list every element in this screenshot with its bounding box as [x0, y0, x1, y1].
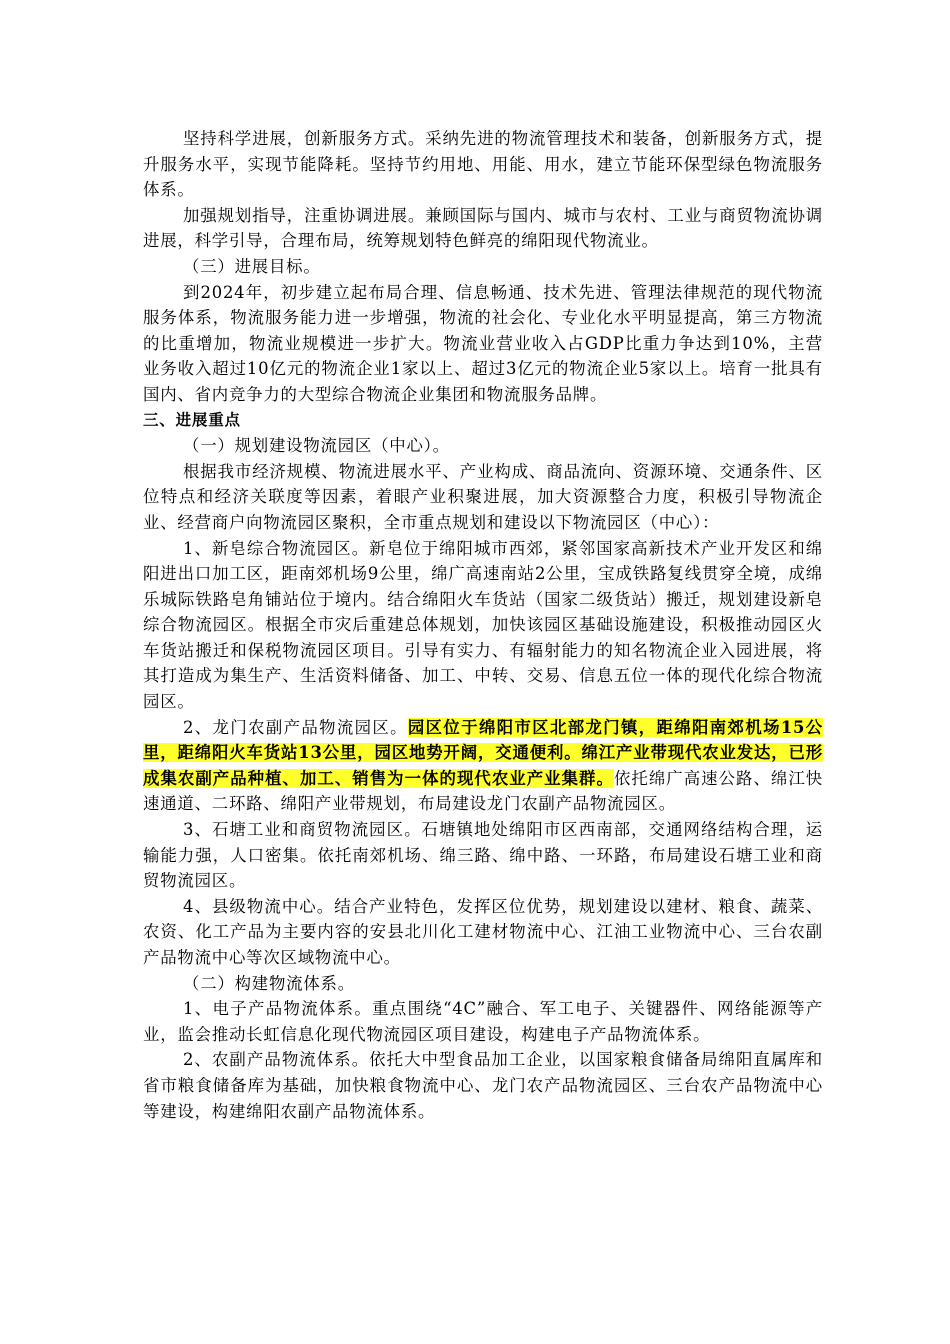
subsection-parks-heading: （一）规划建设物流园区（中心）。	[183, 436, 450, 456]
paragraph-science: 坚持科学进展，创新服务方式。采纳先进的物流管理技术和装备，创新服务方式，提升服务水平，实现节能降耗。坚持节约用地、用能、用水，建立节能环保型绿色物流服务体系。	[143, 129, 823, 200]
paragraph-electronics: 1、电子产品物流体系。重点围绕“4C”融合、军工电子、关键器件、网络能源等产业，监会推动长虹信息化现代物流园区项目建设，构建电子产品物流体系。	[143, 999, 823, 1044]
longmen-title: 2、龙门农副产品物流园区。	[183, 717, 408, 737]
paragraph-longmen	[143, 715, 823, 817]
subsection-system-heading: （二）构建物流体系。	[183, 973, 355, 993]
paragraph-parks-intro: 根据我市经济规模、物流进展水平、产业构成、商品流向、资源环境、交通条件、区位特点和经济关联度等因素，着眼产业积聚进展，加大资源整合力度，积极引导物流企业、经营商户向物流园区聚积，全市重点规划和建设以下物流园区（中心）：	[143, 461, 823, 532]
paragraph-goal: 到2024年，初步建立起布局合理、信息畅通、技术先进、管理法律规范的现代物流服务体系，物流服务能力进一步增强，物流的社会化、专业化水平明显提高，第三方物流的比重增加，物流业规模进一步扩大。物流业营业收入占GDP比重力争达到10%，主营业务收入超过10亿元的物流企业1家以上、超过3亿元的物流企业5家以上。培育一批具有国内、省内竞争力的大型综合物流企业集团和物流服务品牌。	[143, 282, 823, 404]
paragraph-xinzao: 1、新皂综合物流园区。新皂位于绵阳城市西郊，紧邻国家高新技术产业开发区和绵阳进出口加工区，距南郊机场9公里，绵广高速南站2公里，宝成铁路复线贯穿全境，成绵乐城际铁路皂角铺站位于境内。结合绵阳火车货站（国家二级货站）搬迁，规划建设新皂综合物流园区。根据全市灾后重建总体规划，加快该园区基础设施建设，积极推动园区火车货站搬迁和保税物流园区项目。引导有实力、有辐射能力的知名物流企业入园进展，将其打造成为集生产、生活资料储备、加工、中转、交易、信息五位一体的现代化综合物流园区。	[143, 538, 823, 712]
document-body	[143, 126, 823, 1124]
paragraph-agriculture: 2、农副产品物流体系。依托大中型食品加工企业，以国家粮食储备局绵阳直属库和省市粮食储备库为基础，加快粮食物流中心、龙门农产品物流园区、三台农产品物流中心等建设，构建绵阳农副产品物流体系。	[143, 1050, 823, 1121]
longmen-rest: 依托绵广高速公路、绵江快速通道、二环路、绵阳产业带规划，布局建设龙门农副产品物流园区。	[143, 768, 823, 814]
section-three-heading: 三、进展重点	[143, 410, 241, 429]
paragraph-planning: 加强规划指导，注重协调进展。兼顾国际与国内、城市与农村、工业与商贸物流协调进展，科学引导，合理布局，统筹规划特色鲜亮的绵阳现代物流业。	[143, 205, 823, 251]
paragraph-county: 4、县级物流中心。结合产业特色，发挥区位优势，规划建设以建材、粮食、蔬菜、农资、化工产品为主要内容的安县北川化工建材物流中心、江油工业物流中心、三台农副产品物流中心等次区域物流中心。	[143, 896, 823, 967]
paragraph-shitang: 3、石塘工业和商贸物流园区。石塘镇地处绵阳市区西南部，交通网络结构合理，运输能力强，人口密集。依托南郊机场、绵三路、绵中路、一环路，布局建设石塘工业和商贸物流园区。	[143, 820, 823, 891]
highlighted-text: 园区位于绵阳市区北部龙门镇，距绵阳南郊机场15公里，距绵阳火车货站13公里，园区地势开阔，交通便利。绵江产业带现代农业发达，已形成集农副产品种植、加工、销售为一体的现代农业产业集群。	[143, 717, 824, 788]
section-goal-heading: （三）进展目标。	[183, 256, 321, 276]
